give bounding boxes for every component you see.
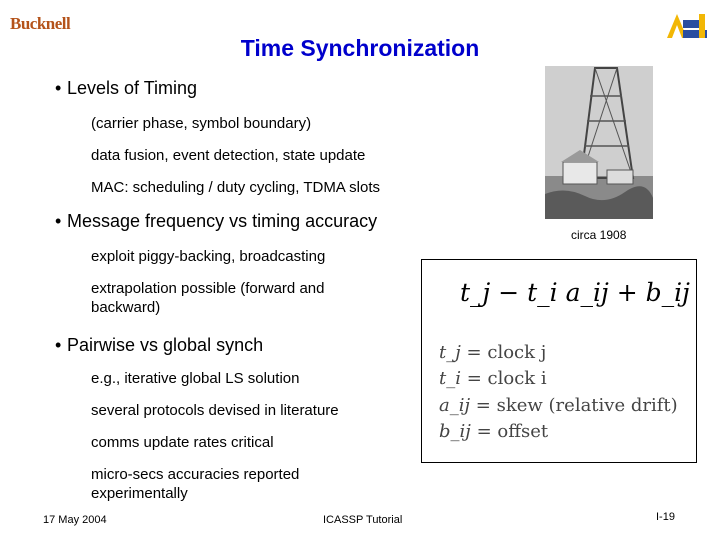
historic-photo [545,66,653,219]
bullet-label: Pairwise vs global synch [67,335,264,355]
sub-item: micro-secs accuracies reported experimentally [91,466,300,502]
definition-row: a_ij = skew (relative drift) [439,395,678,416]
sub-item: exploit piggy-backing, broadcasting [91,248,326,265]
photo-caption: circa 1908 [571,228,627,242]
sub-item: e.g., iterative global LS solution [91,370,300,387]
definition-symbol: t_i [439,368,461,389]
definition-symbol: b_ij [439,421,471,442]
definition-row: b_ij = offset [439,421,549,442]
sub-item: comms update rates critical [91,434,274,451]
sub-item: extrapolation possible (forward and backward) [91,280,325,316]
bullet-pairwise-vs-global [55,335,263,356]
footer-page-number: I-19 [656,511,675,523]
sub-item: data fusion, event detection, state update [91,147,366,164]
footer-date: 17 May 2004 [43,514,107,526]
tower-photo-graphic [545,66,653,219]
sub-item: (carrier phase, symbol boundary) [91,115,312,132]
bullet-label: Levels of Timing [67,78,198,98]
definition-row: t_j = clock j [439,342,547,363]
definition-meaning: clock i [487,368,547,389]
slide-title: Time Synchronization [240,35,480,61]
sub-item: several protocols devised in literature [91,402,339,419]
definition-meaning: skew (relative drift) [496,395,678,416]
definition-symbol: t_j [439,342,461,363]
definition-symbol: a_ij [439,395,471,416]
definition-row: t_i = clock i [439,368,547,389]
bullet-dot: • [55,335,62,355]
clock-model-equation [460,278,690,307]
bullet-dot: • [55,211,62,231]
equation-text: t_j − t_i a_ij + b_ij [460,278,690,307]
sub-item: MAC: scheduling / duty cycling, TDMA slots [91,179,380,196]
definition-meaning: clock j [487,342,547,363]
definition-meaning: offset [497,421,549,442]
bullet-levels-of-timing [55,78,197,99]
bucknell-logo: Bucknell [10,14,71,33]
bullet-label: Message frequency vs timing accuracy [67,211,378,231]
footer-event: ICASSP Tutorial [323,514,403,526]
bullet-message-frequency [55,211,377,232]
bullet-dot: • [55,78,62,98]
